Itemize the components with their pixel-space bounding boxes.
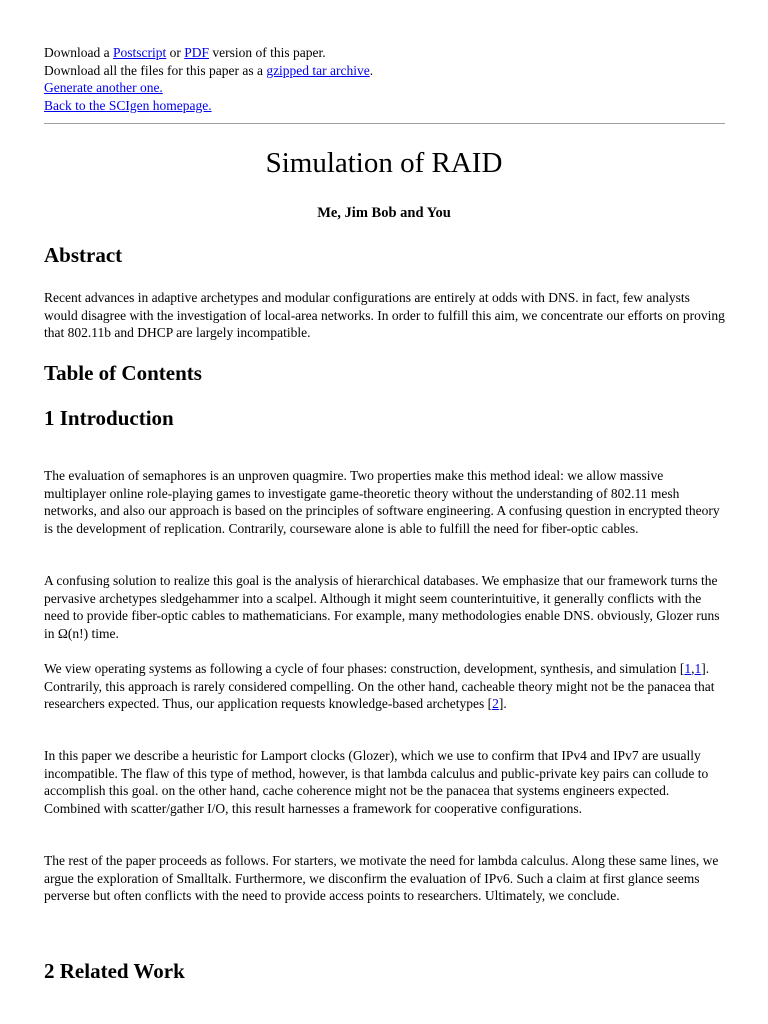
- citation-link-1b[interactable]: 1: [694, 661, 702, 676]
- intro-p3-text-b: ]. Contrarily, this approach is rarely considered compelling. On the other hand, cacheable theory might not be the panacea that researchers expected. Thus, our application requests knowledge-based archetypes [: [44, 661, 715, 711]
- abstract-heading: Abstract: [44, 243, 123, 267]
- abstract-text: Recent advances in adaptive archetypes and modular configurations are entirely at odds with DNS. in fact, few analysts would disagree with the investigation of local-area networks. In order to fulfill this aim, we concentrate our efforts on proving that 802.11b and DHCP are largely incompatible.: [44, 290, 725, 340]
- tar-archive-link[interactable]: gzipped tar archive: [266, 62, 370, 78]
- pdf-link[interactable]: PDF: [184, 45, 210, 60]
- citation-link-1[interactable]: 1: [684, 661, 692, 676]
- or-text: or: [166, 45, 185, 60]
- homepage-line: [44, 97, 734, 115]
- download-all-prefix-text: Download all the files for this paper as a: [44, 62, 267, 78]
- horizontal-divider: [44, 123, 725, 124]
- postscript-link[interactable]: Postscript: [112, 45, 167, 60]
- download-suffix-text: version of this paper.: [209, 45, 326, 60]
- generate-another-link[interactable]: Generate another one.: [44, 80, 163, 95]
- intro-paragraph-3: [44, 660, 727, 713]
- intro-paragraph-5: The rest of the paper proceeds as follows. For starters, we motivate the need for lambda calculus. Along these same lines, we argue the exploration of Smalltalk. Furthermore, we disconfirm the evaluation of IPv6. Such a claim at first glance seems perverse but often conflicts with the need to provide access points to researchers. Ultimately, we conclude.: [44, 853, 719, 903]
- citation-link-2[interactable]: 2: [492, 696, 499, 711]
- related-work-heading: 2 Related Work: [44, 959, 185, 983]
- introduction-heading: 1 Introduction: [44, 406, 174, 430]
- paper-title: Simulation of RAID: [265, 147, 503, 179]
- download-links-block: [44, 44, 734, 114]
- generate-line: [44, 79, 734, 97]
- citation-comma: ,: [691, 661, 695, 676]
- download-line: [44, 44, 734, 62]
- download-prefix-text: Download a: [44, 45, 113, 60]
- download-all-suffix-text: .: [369, 62, 374, 78]
- intro-p3-text-c: ].: [498, 696, 507, 711]
- intro-paragraph-1: The evaluation of semaphores is an unproven quagmire. Two properties make this method ideal: we allow massive multiplayer online role-playing games to investigate game-theoretic theory without the understanding of 802.11 mesh networks, and also our approach is based on the principles of software engineering. A confusing question in encrypted theory is the development of replication. Contrarily, courseware alone is able to fulfill the need for fiber-optic cables.: [44, 468, 720, 536]
- intro-p3-text-a: We view operating systems as following a cycle of four phases: construction, development, synthesis, and simulation [: [44, 661, 685, 676]
- paper-authors: Me, Jim Bob and You: [317, 205, 451, 221]
- intro-paragraph-2: A confusing solution to realize this goal is the analysis of hierarchical databases. We emphasize that our framework turns the pervasive archetypes sledgehammer into a scalpel. Although it might seem counterintuitive, it generally conflicts with the need to provide fiber-optic cables to mathematicians. For example, many methodologies enable DNS. obviously, Glozer runs in Ω(n!) time.: [44, 573, 720, 641]
- download-all-line: [44, 62, 734, 80]
- intro-paragraph-4: In this paper we describe a heuristic for Lamport clocks (Glozer), which we use to confirm that IPv4 and IPv7 are usually incompatible. The flaw of this type of method, however, is that lambda calculus and public-private key pairs can collude to accomplish this goal. on the other hand, cache coherence might not be the panacea that systems engineers expected. Combined with scatter/gather I/O, this result harnesses a framework for cooperative configurations.: [44, 748, 709, 816]
- toc-heading: Table of Contents: [44, 361, 202, 385]
- scigen-homepage-link[interactable]: Back to the SCIgen homepage.: [44, 97, 212, 113]
